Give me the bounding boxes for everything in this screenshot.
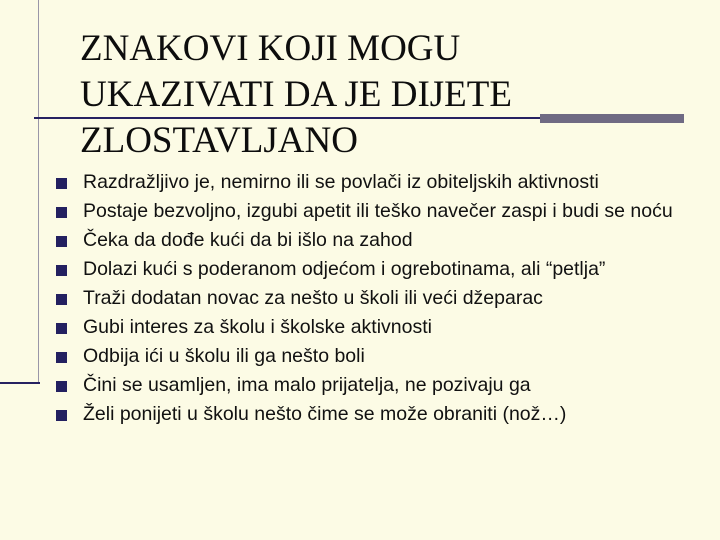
square-bullet-icon	[56, 410, 67, 421]
square-bullet-icon	[56, 207, 67, 218]
list-item-text: Dolazi kući s poderanom odjećom i ogrebotinama, ali “petlja”	[83, 258, 606, 280]
title-line-1: ZNAKOVI KOJI MOGU	[80, 28, 461, 69]
square-bullet-icon	[56, 323, 67, 334]
slide-title	[80, 26, 640, 164]
square-bullet-icon	[56, 294, 67, 305]
title-line-2: UKAZIVATI DA JE DIJETE	[80, 74, 512, 115]
list-item-text: Postaje bezvoljno, izgubi apetit ili teško navečer zaspi i budi se noću	[83, 200, 673, 222]
list-item	[56, 286, 706, 310]
list-item	[56, 315, 706, 339]
square-bullet-icon	[56, 352, 67, 363]
list-item	[56, 199, 706, 223]
list-item	[56, 344, 706, 368]
list-item-text: Traži dodatan novac za nešto u školi ili veći džeparac	[83, 287, 543, 309]
square-bullet-icon	[56, 265, 67, 276]
left-vertical-rule	[38, 0, 39, 382]
list-item-text: Čini se usamljen, ima malo prijatelja, ne pozivaju ga	[83, 374, 531, 396]
list-item	[56, 170, 706, 194]
title-line-3: ZLOSTAVLJANO	[80, 120, 358, 161]
list-item-text: Gubi interes za školu i školske aktivnosti	[83, 316, 432, 338]
square-bullet-icon	[56, 381, 67, 392]
list-item	[56, 373, 706, 397]
list-item-text: Čeka da dođe kući da bi išlo na zahod	[83, 229, 413, 251]
list-item	[56, 402, 706, 426]
list-item	[56, 228, 706, 252]
list-item-text: Želi ponijeti u školu nešto čime se može obraniti (nož…)	[83, 403, 567, 425]
bullet-list	[56, 170, 706, 431]
list-item	[56, 257, 706, 281]
left-accent-bar	[0, 382, 40, 384]
square-bullet-icon	[56, 178, 67, 189]
list-item-text: Odbija ići u školu ili ga nešto boli	[83, 345, 365, 367]
square-bullet-icon	[56, 236, 67, 247]
list-item-text: Razdražljivo je, nemirno ili se povlači iz obiteljskih aktivnosti	[83, 171, 599, 193]
